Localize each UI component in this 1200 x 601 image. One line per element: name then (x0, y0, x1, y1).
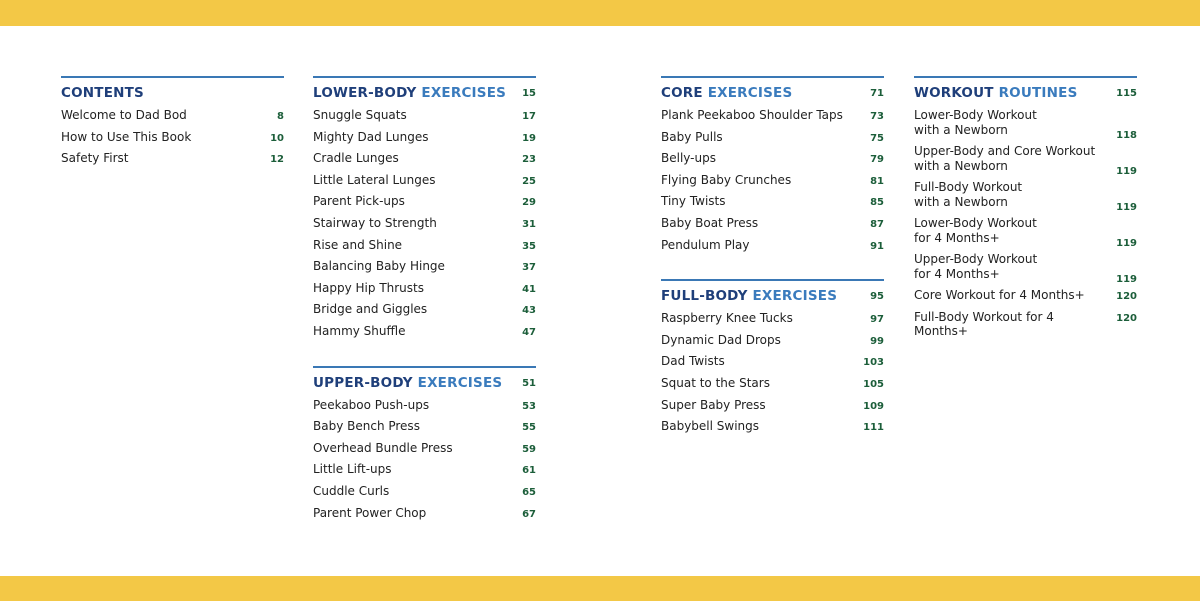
toc-entry-title: Baby Bench Press (313, 419, 420, 434)
toc-entry-title: Tiny Twists (661, 194, 726, 209)
toc-entry[interactable] (313, 302, 536, 324)
toc-entry[interactable] (313, 462, 536, 484)
section-title-secondary: EXERCISES (417, 374, 503, 391)
toc-entry-title: Hammy Shuffle (313, 323, 406, 338)
toc-entry-page: 8 (277, 111, 284, 122)
toc-entry[interactable] (313, 259, 536, 281)
section-page: 15 (522, 88, 536, 99)
toc-entry[interactable] (661, 419, 884, 441)
toc-entry-title: Belly-ups (661, 151, 716, 166)
toc-entry-page: 75 (870, 132, 884, 144)
toc-entry[interactable] (661, 130, 884, 152)
section-page: 71 (870, 88, 884, 99)
toc-entry[interactable] (661, 238, 884, 260)
toc-entry-page: 105 (863, 378, 884, 390)
section-title (313, 375, 502, 391)
toc-entry[interactable] (914, 144, 1137, 180)
column-lower-upper (313, 76, 536, 547)
toc-entry-page: 59 (522, 443, 536, 455)
toc-entry[interactable] (661, 311, 884, 333)
toc-entry[interactable] (313, 419, 536, 441)
toc-entry-title: Full-Body Workout for 4 Months+ (914, 309, 1054, 339)
section-upper-body (313, 366, 536, 528)
toc-entry[interactable] (661, 108, 884, 130)
section-header (61, 78, 284, 108)
section-title-secondary: EXERCISES (707, 85, 793, 101)
toc-entry[interactable] (61, 130, 284, 152)
toc-entry-title: Core Workout for 4 Months+ (914, 288, 1085, 302)
toc-entry-page: 23 (522, 154, 536, 166)
toc-entry-page: 61 (522, 465, 536, 477)
toc-entry-title: Snuggle Squats (313, 108, 407, 122)
toc-entry[interactable] (914, 216, 1137, 252)
toc-entry-page: 43 (522, 305, 536, 317)
toc-entry-page: 119 (1116, 238, 1137, 249)
toc-entry[interactable] (61, 108, 284, 130)
section-title (661, 288, 837, 304)
section-title-primary: CORE (661, 85, 703, 101)
toc-entry-title: Overhead Bundle Press (313, 440, 453, 455)
toc-entry-title: Squat to the Stars (661, 375, 770, 390)
toc-entry-page: 81 (870, 175, 884, 187)
toc-entry[interactable] (313, 324, 536, 346)
toc-entry-title: Lower-Body Workout for 4 Months+ (914, 216, 1037, 245)
toc-entry-title: Pendulum Play (661, 237, 750, 252)
section-title (313, 85, 506, 101)
toc-entry-title: Little Lift-ups (313, 462, 392, 477)
section-title (661, 85, 792, 101)
toc-entry-page: 119 (1116, 202, 1137, 213)
toc-entry-title: Parent Pick-ups (313, 194, 405, 209)
section-title-secondary: ROUTINES (998, 85, 1078, 101)
toc-entry-title: Raspberry Knee Tucks (661, 311, 793, 326)
toc-entry-page: 118 (1116, 130, 1137, 141)
toc-entry[interactable] (661, 194, 884, 216)
toc-entry[interactable] (914, 252, 1137, 288)
toc-entry[interactable] (661, 354, 884, 376)
toc-entry[interactable] (313, 238, 536, 260)
toc-entry[interactable] (914, 288, 1137, 310)
toc-entry-title: Upper-Body and Core Workout with a Newborn (914, 144, 1096, 173)
toc-entry-title: Super Baby Press (661, 397, 766, 412)
toc-entry-title: Babybell Swings (661, 419, 760, 434)
top-yellow-band (0, 0, 1200, 26)
toc-entry-page: 37 (522, 262, 536, 274)
toc-entry-page: 91 (870, 240, 884, 252)
toc-entry-title: Mighty Dad Lunges (313, 129, 429, 144)
section-title (61, 85, 144, 101)
toc-entry-page: 47 (522, 326, 536, 338)
section-lower-body (313, 76, 536, 346)
toc-entry-title: Baby Boat Press (661, 215, 759, 230)
toc-entry-page: 73 (870, 111, 884, 122)
toc-entry-page: 87 (870, 218, 884, 230)
toc-entry[interactable] (313, 484, 536, 506)
toc-entry-title: Lower-Body Workout with a Newborn (914, 108, 1037, 137)
toc-entry[interactable] (914, 310, 1137, 339)
toc-entry-title: Balancing Baby Hinge (313, 259, 445, 274)
toc-entry-title: Baby Pulls (661, 129, 723, 144)
toc-entry-title: Full-Body Workout with a Newborn (914, 180, 1023, 209)
toc-entry-page: 41 (522, 283, 536, 295)
toc-entry-page: 17 (522, 111, 536, 122)
toc-entry-title: Little Lateral Lunges (313, 172, 436, 187)
toc-entry[interactable] (914, 108, 1137, 144)
section-title-primary: FULL-BODY (661, 288, 748, 305)
toc-entry-page: 65 (522, 486, 536, 498)
toc-entry-title: Stairway to Strength (313, 215, 437, 230)
toc-entry-page: 67 (522, 508, 536, 520)
toc-entry-title: How to Use This Book (61, 129, 192, 144)
toc-entry[interactable] (313, 398, 536, 420)
toc-entry-title: Peekaboo Push-ups (313, 397, 430, 412)
toc-entry[interactable] (661, 151, 884, 173)
toc-entry-title: Cuddle Curls (313, 483, 390, 498)
toc-entry[interactable] (313, 281, 536, 303)
toc-entry-page: 25 (522, 175, 536, 187)
bottom-yellow-band (0, 576, 1200, 601)
toc-entry-title: Rise and Shine (313, 237, 403, 252)
toc-entry-title: Dad Twists (661, 354, 725, 369)
section-header (661, 281, 884, 311)
section-title-secondary: EXERCISES (421, 85, 507, 101)
toc-entry-page: 85 (870, 197, 884, 209)
section-page: 95 (870, 291, 884, 303)
section-core (661, 76, 884, 259)
toc-entry[interactable] (661, 216, 884, 238)
toc-entry[interactable] (313, 173, 536, 195)
toc-entry[interactable] (61, 151, 284, 173)
toc-entry-page: 120 (1116, 312, 1137, 324)
toc-entry-title: Bridge and Giggles (313, 302, 428, 317)
toc-entry-page: 19 (522, 132, 536, 144)
toc-entry[interactable] (313, 194, 536, 216)
section-page: 51 (522, 377, 536, 389)
toc-entry-page: 10 (270, 132, 284, 144)
toc-entry-page: 99 (870, 335, 884, 347)
toc-entry-title: Welcome to Dad Bod (61, 108, 187, 122)
section-title-text: CONTENTS (61, 85, 144, 101)
toc-entry[interactable] (313, 506, 536, 528)
toc-entry[interactable] (313, 130, 536, 152)
column-contents (61, 76, 284, 193)
toc-entry-page: 55 (522, 422, 536, 434)
toc-entry-page: 31 (522, 218, 536, 230)
toc-entry-title: Happy Hip Thrusts (313, 280, 424, 295)
toc-entry-title: Safety First (61, 151, 129, 166)
toc-entry[interactable] (661, 398, 884, 420)
toc-entry-page: 103 (863, 357, 884, 369)
section-title-secondary: EXERCISES (752, 288, 838, 305)
toc-entry-page: 97 (870, 314, 884, 326)
toc-entry-page: 35 (522, 240, 536, 252)
toc-entry-page: 111 (863, 422, 884, 434)
toc-entry[interactable] (313, 151, 536, 173)
column-core-full (661, 76, 884, 461)
section-title-primary: WORKOUT (914, 85, 994, 101)
toc-entry-title: Parent Power Chop (313, 505, 427, 520)
toc-entry-title: Cradle Lunges (313, 151, 399, 166)
section-header (313, 368, 536, 398)
section-header (661, 78, 884, 108)
toc-entry-page: 109 (863, 400, 884, 412)
toc-entry[interactable] (661, 173, 884, 195)
toc-entry-title: Dynamic Dad Drops (661, 332, 781, 347)
section-title (914, 85, 1078, 101)
toc-entry[interactable] (914, 180, 1137, 216)
section-title-primary: UPPER-BODY (313, 374, 413, 391)
toc-entry-title: Flying Baby Crunches (661, 172, 792, 187)
section-workout-routines (914, 76, 1137, 339)
toc-entry-page: 119 (1116, 274, 1137, 285)
toc-entry-page: 29 (522, 197, 536, 209)
section-header (313, 78, 536, 108)
section-title-primary: LOWER-BODY (313, 85, 417, 101)
toc-entry-page: 119 (1116, 166, 1137, 177)
column-workout-routines (914, 76, 1137, 359)
toc-entry-page: 12 (270, 154, 284, 166)
toc-entry[interactable] (313, 108, 536, 130)
toc-entry-page: 120 (1116, 291, 1137, 302)
toc-entry[interactable] (661, 333, 884, 355)
section-contents (61, 76, 284, 173)
toc-entry[interactable] (313, 216, 536, 238)
toc-entry[interactable] (661, 376, 884, 398)
toc-entry-title: Upper-Body Workout for 4 Months+ (914, 252, 1038, 281)
toc-entry-page: 79 (870, 154, 884, 166)
toc-entry-title: Plank Peekaboo Shoulder Taps (661, 108, 843, 122)
section-page: 115 (1116, 88, 1137, 99)
toc-entry-page: 53 (522, 400, 536, 412)
section-header (914, 78, 1137, 108)
section-full-body (661, 279, 884, 441)
toc-entry[interactable] (313, 441, 536, 463)
